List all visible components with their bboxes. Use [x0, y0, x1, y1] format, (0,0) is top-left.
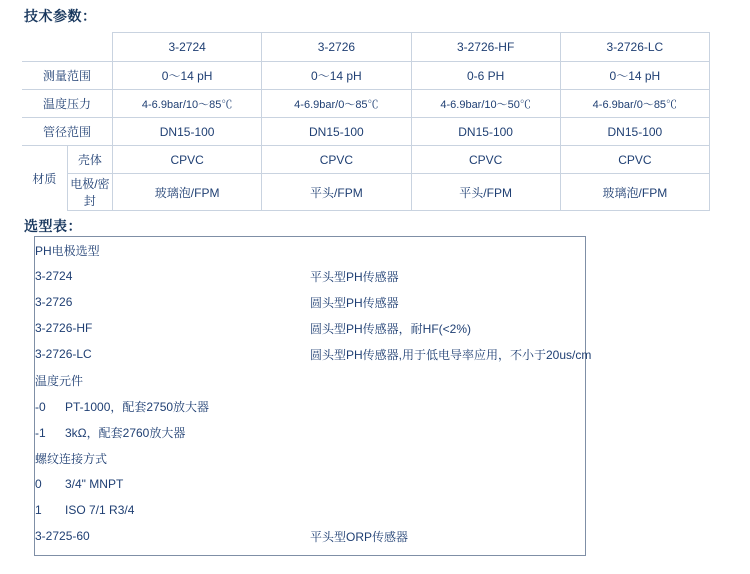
selection-table	[35, 237, 592, 549]
cell-electrode-seal-4: 玻璃泡/FPM	[560, 174, 709, 211]
cell-range-4: 0～14 pH	[560, 62, 709, 90]
item-desc: 平头型PH传感器	[310, 269, 399, 284]
table-row	[22, 174, 710, 211]
cell-electrode-seal-3: 平头/FPM	[411, 174, 560, 211]
selection-header-row	[35, 237, 585, 263]
item-desc: 3kΩ，配套2760放大器	[65, 425, 186, 440]
row-label-electrode-seal: 电极/密封	[67, 174, 112, 211]
cell-body-4: CPVC	[560, 146, 709, 174]
item-thread-mnpt	[35, 471, 585, 497]
cell-temp-pressure-1: 4-6.9bar/10～85℃	[113, 90, 262, 118]
row-label-material: 材质	[22, 146, 67, 211]
item-code: -1	[35, 425, 46, 440]
item-code: 3-2725-60	[35, 529, 90, 543]
list-item	[35, 393, 585, 419]
item-code: 3-2726-HF	[35, 321, 93, 335]
cell-pipe-size-3: DN15-100	[411, 118, 560, 146]
row-label-body: 壳体	[67, 146, 112, 174]
tech-params-table-wrapper	[22, 32, 710, 211]
item-code: 3-2726-LC	[35, 347, 92, 361]
item-desc: PT-1000，配套2750放大器	[65, 399, 210, 414]
tech-params-table	[22, 32, 710, 211]
cell-electrode-seal-2: 平头/FPM	[262, 174, 411, 211]
list-item	[35, 263, 585, 289]
item-code: 1	[35, 503, 42, 517]
selection-header-label: PH电极选型	[35, 243, 100, 258]
header-cell-model-2: 3-2726	[262, 33, 411, 62]
header-cell-model-4: 3-2726-LC	[560, 33, 709, 62]
list-item	[35, 497, 585, 523]
cell-pipe-size-2: DN15-100	[262, 118, 411, 146]
list-item	[35, 471, 585, 497]
cell-pipe-size-4: DN15-100	[560, 118, 709, 146]
item-desc: 3/4" MNPT	[65, 477, 124, 491]
tech-params-title: 技术参数：	[24, 8, 97, 24]
item-group-temp-element: 温度元件	[35, 373, 84, 388]
item-temp-pt1000	[35, 393, 585, 419]
row-label-pipe-size: 管径范围	[22, 118, 113, 146]
table-row	[22, 146, 710, 174]
item-code: 3-2724	[35, 269, 73, 283]
header-cell-blank	[22, 33, 113, 62]
list-item	[35, 419, 585, 445]
table-row	[22, 118, 710, 146]
cell-pipe-size-1: DN15-100	[113, 118, 262, 146]
row-label-temp-pressure: 温度压力	[22, 90, 113, 118]
list-item	[35, 315, 585, 341]
cell-temp-pressure-4: 4-6.9bar/0～85℃	[560, 90, 709, 118]
cell-body-3: CPVC	[411, 146, 560, 174]
table-row	[22, 62, 710, 90]
list-item	[35, 341, 585, 367]
selection-table-title: 选型表：	[24, 218, 82, 234]
item-code: -0	[35, 399, 46, 414]
header-cell-model-1: 3-2724	[113, 33, 262, 62]
item-code: 0	[35, 477, 42, 491]
cell-temp-pressure-2: 4-6.9bar/0～85℃	[262, 90, 411, 118]
item-desc: 圆头型PH传感器，耐HF(<2%)	[310, 321, 472, 336]
row-label-range: 测量范围	[22, 62, 113, 90]
cell-temp-pressure-3: 4-6.9bar/10～50℃	[411, 90, 560, 118]
item-desc: 圆头型PH传感器	[310, 295, 399, 310]
header-cell-model-3: 3-2726-HF	[411, 33, 560, 62]
selection-table-box	[34, 236, 592, 556]
list-item	[35, 445, 585, 471]
table-row	[22, 90, 710, 118]
item-thread-iso	[35, 497, 585, 523]
item-desc: 平头型ORP传感器	[310, 529, 409, 544]
item-group-thread-type: 螺纹连接方式	[35, 451, 108, 466]
item-desc: ISO 7/1 R3/4	[65, 503, 135, 517]
item-code: 3-2726	[35, 295, 73, 309]
list-item	[35, 289, 585, 315]
cell-range-1: 0～14 pH	[113, 62, 262, 90]
cell-range-2: 0～14 pH	[262, 62, 411, 90]
cell-electrode-seal-1: 玻璃泡/FPM	[113, 174, 262, 211]
table-header-row	[22, 33, 710, 62]
list-item	[35, 367, 585, 393]
item-desc: 圆头型PH传感器,用于低电导率应用，不小于20us/cm	[310, 347, 592, 362]
cell-range-3: 0-6 PH	[411, 62, 560, 90]
item-temp-3k	[35, 419, 585, 445]
cell-body-1: CPVC	[113, 146, 262, 174]
cell-body-2: CPVC	[262, 146, 411, 174]
list-item	[35, 523, 585, 549]
